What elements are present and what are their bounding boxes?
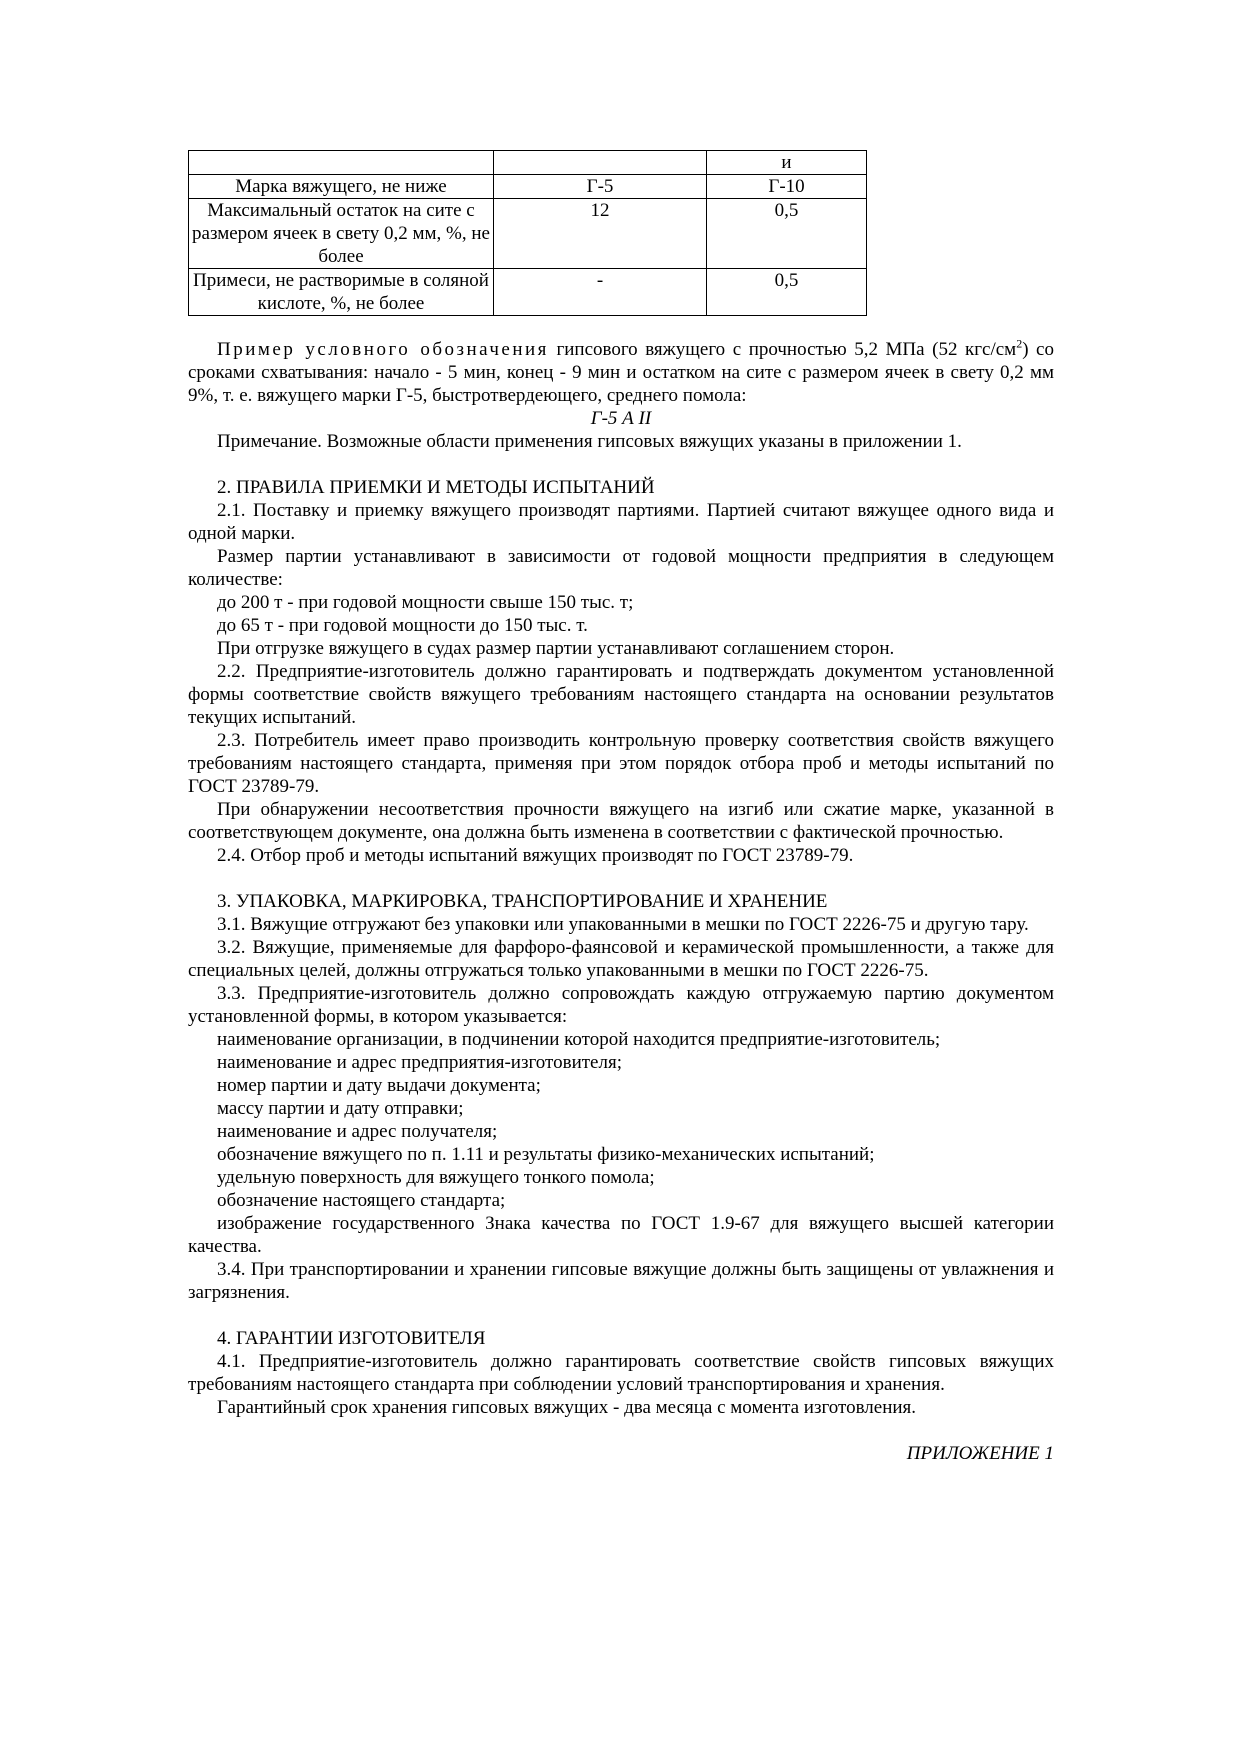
example-lead: Пример условного обозначения <box>217 339 549 360</box>
paragraph: 3.4. При транспортировании и хранении гипсовые вяжущие должны быть защищены от увлажнения и загрязнения. <box>188 1259 1054 1303</box>
note-paragraph: Примечание. Возможные области применения гипсовых вяжущих указаны в приложении 1. <box>217 431 962 452</box>
spacer <box>188 1304 1054 1327</box>
example-paragraph <box>188 338 1054 407</box>
list-item: наименование организации, в подчинении которой находится предприятие-изготовитель; <box>217 1029 941 1050</box>
paragraph: 2.2. Предприятие-изготовитель должно гарантировать и подтверждать документом установленной формы соответствие свойств вяжущего требованиям настоящего стандарта на основании результатов текущих испытаний. <box>188 661 1054 728</box>
paragraph: 2.3. Потребитель имеет право производить контрольную проверку соответствия свойств вяжущего требованиям настоящего стандарта, применяя при этом порядок отбора проб и методы испытаний по ГОСТ 23789-79. <box>188 730 1054 797</box>
table-cell: 12 <box>494 199 707 269</box>
appendix-label: ПРИЛОЖЕНИЕ 1 <box>906 1443 1054 1464</box>
paragraph: 4.1. Предприятие-изготовитель должно гарантировать соответствие свойств гипсовых вяжущих требованиям настоящего стандарта при соблюдении условий транспортирования и хранения. <box>188 1351 1054 1395</box>
table-header-row <box>189 151 867 175</box>
superscript: 2 <box>1016 336 1023 351</box>
table-row <box>189 175 867 199</box>
spacer <box>188 867 1054 890</box>
list-item: обозначение вяжущего по п. 1.11 и результаты физико-механических испытаний; <box>217 1144 875 1165</box>
table-cell: - <box>494 269 707 316</box>
table-cell: Г-5 <box>494 175 707 199</box>
document-page <box>188 150 1054 1465</box>
example-text-b: ) со сроками схватывания: начало - 5 мин, конец - 9 мин и остатком на сите с размером ячеек в свету 0,2 мм 9%, т. е. вяжущего марки Г-5, быстротвердеющего, среднего помола: <box>188 339 1054 406</box>
spacer <box>188 1419 1054 1442</box>
paragraph: 3.3. Предприятие-изготовитель должно сопровождать каждую отгружаемую партию документом установленной формы, в котором указывается: <box>188 983 1054 1027</box>
paragraph: При обнаружении несоответствия прочности вяжущего на изгиб или сжатие марке, указанной в соответствующем документе, она должна быть изменена в соответствии с фактической прочностью. <box>188 799 1054 843</box>
paragraph: до 65 т - при годовой мощности до 150 тыс. т. <box>217 615 588 636</box>
table-cell: Г-10 <box>707 175 867 199</box>
table-cell: и <box>707 151 867 175</box>
example-text-a: гипсового вяжущего с прочностью 5,2 МПа (52 кгс/см <box>548 339 1017 360</box>
paragraph: 2.1. Поставку и приемку вяжущего производят партиями. Партией считают вяжущее одного вида и одной марки. <box>188 500 1054 544</box>
table-cell: Примеси, не растворимые в соляной кислоте, %, не более <box>189 269 494 316</box>
paragraph: При отгрузке вяжущего в судах размер партии устанавливают соглашением сторон. <box>217 638 895 659</box>
section-heading: 4. ГАРАНТИИ ИЗГОТОВИТЕЛЯ <box>217 1328 486 1349</box>
list-item: удельную поверхность для вяжущего тонкого помола; <box>217 1167 655 1188</box>
list-item: наименование и адрес предприятия-изготовителя; <box>217 1052 622 1073</box>
paragraph: 3.1. Вяжущие отгружают без упаковки или упакованными в мешки по ГОСТ 2226-75 и другую тару. <box>217 914 1029 935</box>
section-heading: 3. УПАКОВКА, МАРКИРОВКА, ТРАНСПОРТИРОВАНИЕ И ХРАНЕНИЕ <box>217 891 828 912</box>
table-row <box>189 269 867 316</box>
table-cell: 0,5 <box>707 269 867 316</box>
table-cell: 0,5 <box>707 199 867 269</box>
list-item: обозначение настоящего стандарта; <box>217 1190 506 1211</box>
list-item: изображение государственного Знака качества по ГОСТ 1.9-67 для вяжущего высшей категории качества. <box>188 1213 1054 1257</box>
paragraph: до 200 т - при годовой мощности свыше 150 тыс. т; <box>217 592 634 613</box>
list-item: массу партии и дату отправки; <box>217 1098 464 1119</box>
paragraph: 2.4. Отбор проб и методы испытаний вяжущих производят по ГОСТ 23789-79. <box>217 845 854 866</box>
spacer <box>188 453 1054 476</box>
table-cell <box>494 151 707 175</box>
paragraph: Размер партии устанавливают в зависимости от годовой мощности предприятия в следующем количестве: <box>188 546 1054 590</box>
table-cell <box>189 151 494 175</box>
table-row <box>189 199 867 269</box>
table-cell: Марка вяжущего, не ниже <box>189 175 494 199</box>
list-item: наименование и адрес получателя; <box>217 1121 498 1142</box>
paragraph: Гарантийный срок хранения гипсовых вяжущих - два месяца с момента изготовления. <box>217 1397 917 1418</box>
designation: Г-5 А II <box>590 408 652 429</box>
section-heading: 2. ПРАВИЛА ПРИЕМКИ И МЕТОДЫ ИСПЫТАНИЙ <box>217 477 655 498</box>
list-item: номер партии и дату выдачи документа; <box>217 1075 541 1096</box>
paragraph: 3.2. Вяжущие, применяемые для фарфоро-фаянсовой и керамической промышленности, а также для специальных целей, должны отгружаться только упакованными в мешки по ГОСТ 2226-75. <box>188 937 1054 981</box>
specification-table <box>188 150 867 316</box>
table-cell: Максимальный остаток на сите с размером ячеек в свету 0,2 мм, %, не более <box>189 199 494 269</box>
